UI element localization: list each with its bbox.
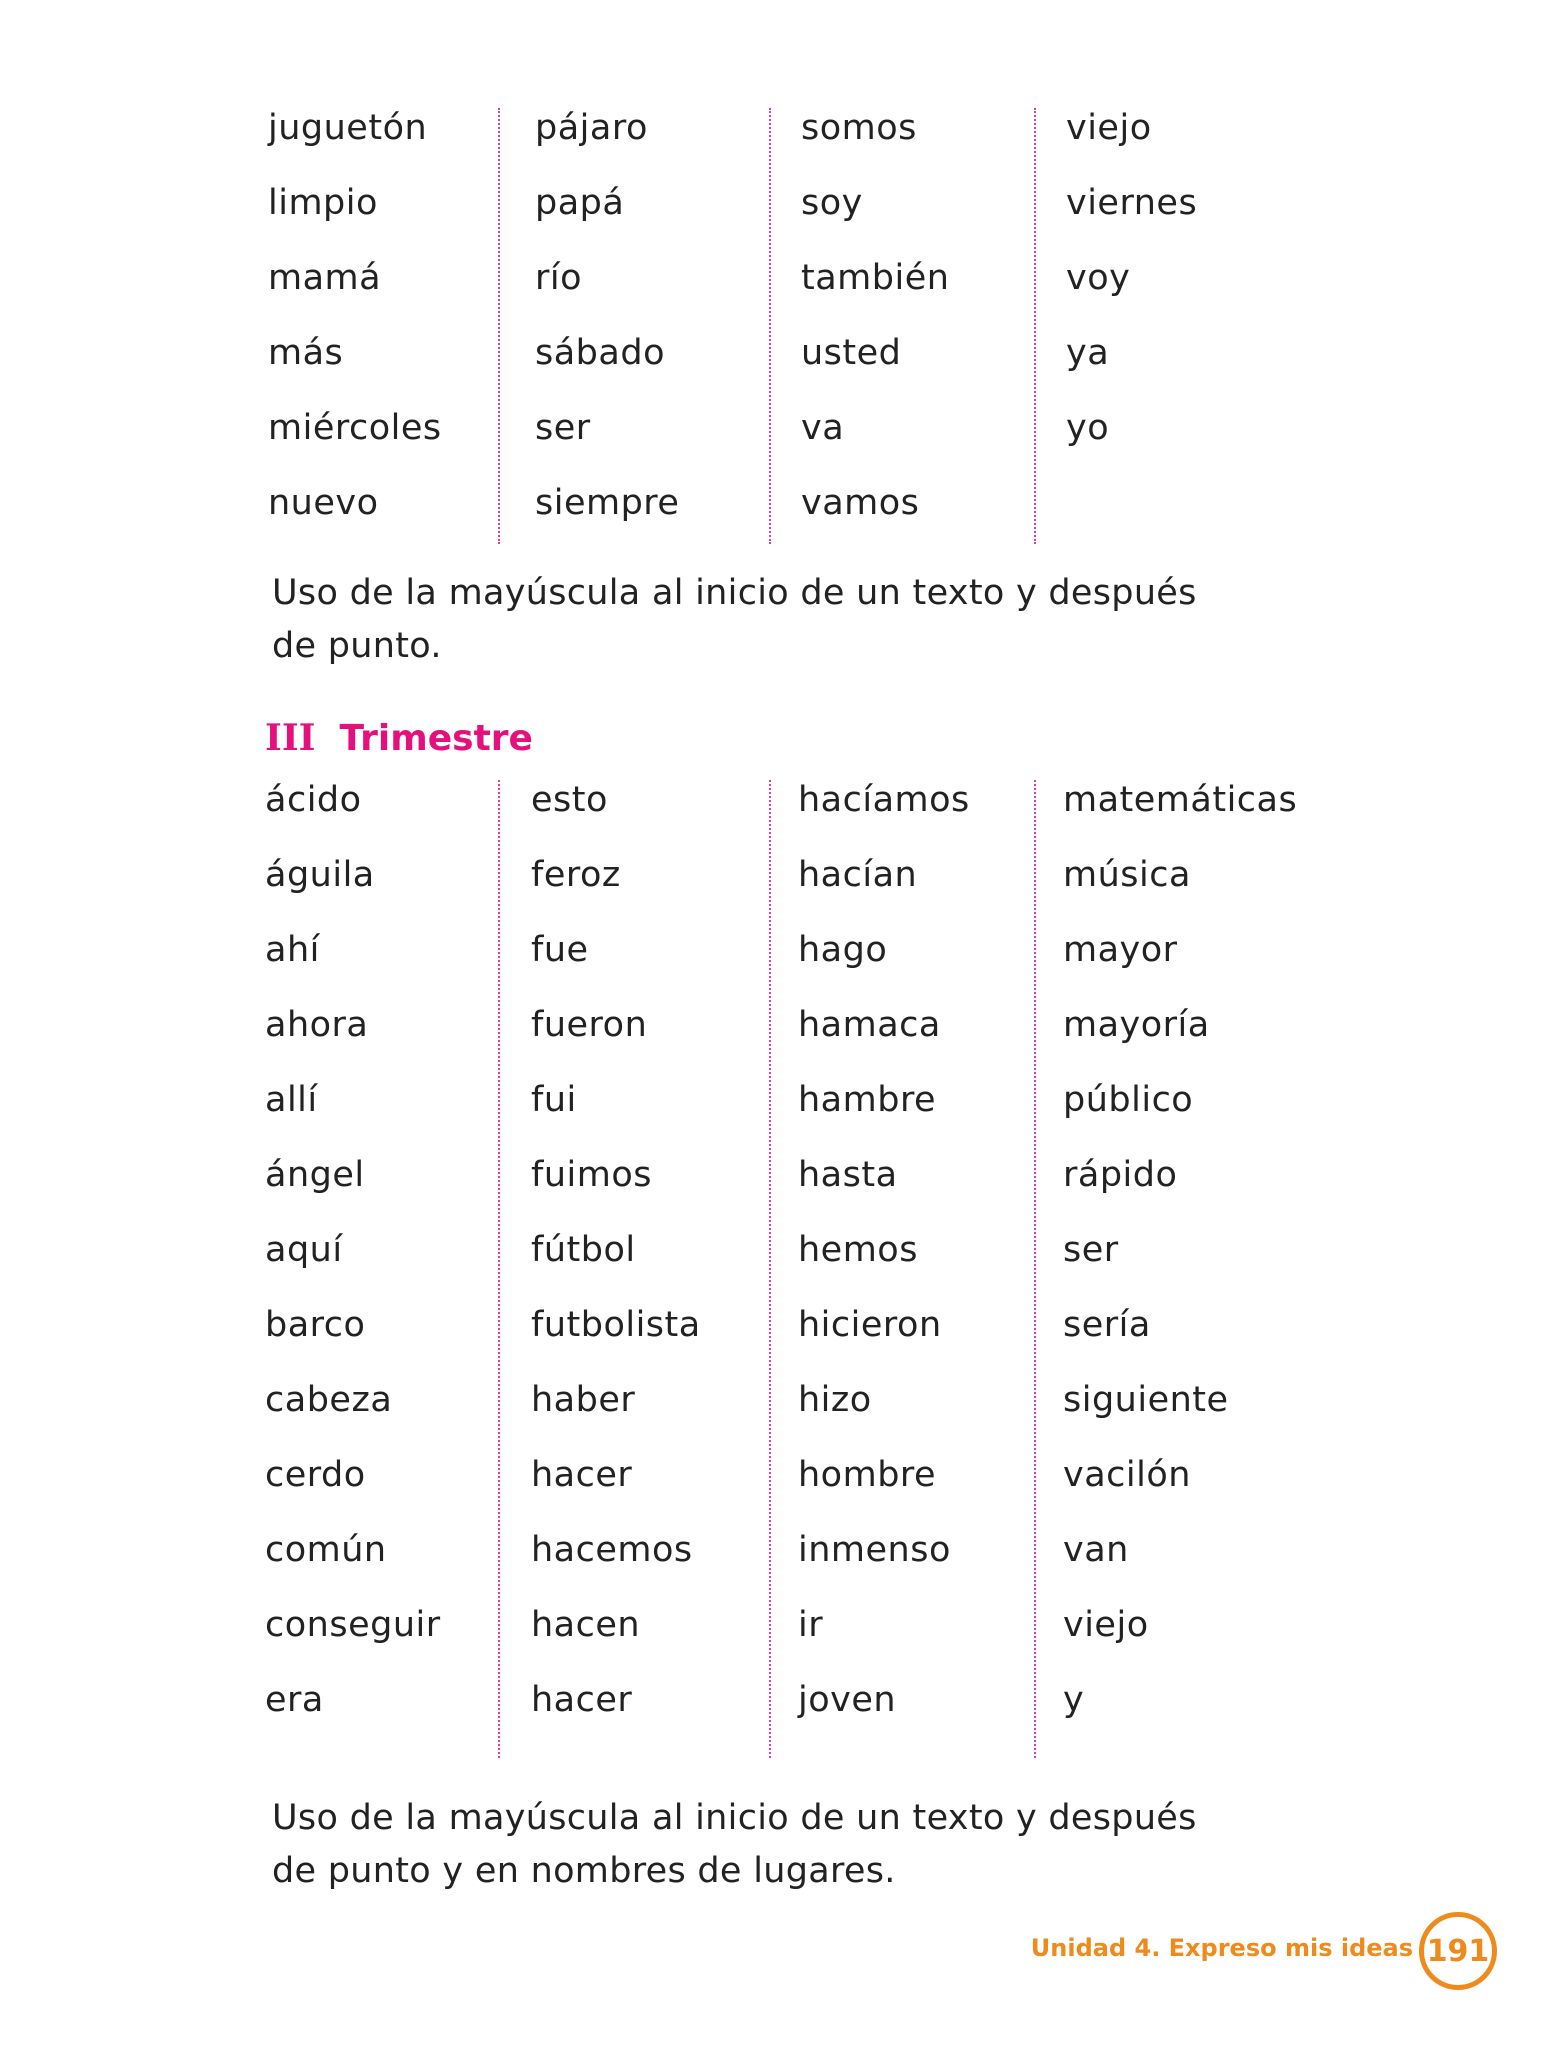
word-column-3	[769, 108, 1036, 544]
word: música	[1063, 855, 1191, 895]
word: fuimos	[531, 1155, 652, 1195]
word: juguetón	[268, 108, 428, 148]
word: rápido	[1063, 1155, 1178, 1195]
word: era	[265, 1680, 324, 1720]
word-column-2	[498, 780, 771, 1758]
word: hizo	[798, 1380, 872, 1420]
word: sería	[1063, 1305, 1151, 1345]
word-column-4	[1034, 780, 1336, 1758]
word: haber	[531, 1380, 636, 1420]
word: hacemos	[531, 1530, 693, 1570]
word: sábado	[535, 333, 665, 373]
word: hacíamos	[798, 780, 970, 820]
word-column-1	[265, 780, 498, 1758]
word: voy	[1066, 258, 1131, 298]
word: hacen	[531, 1605, 641, 1645]
word: hombre	[798, 1455, 937, 1495]
word: matemáticas	[1063, 780, 1298, 820]
word: pájaro	[535, 108, 648, 148]
note-line: de punto y en nombres de lugares.	[272, 1851, 896, 1891]
word-column-4	[1034, 108, 1316, 544]
word: fui	[531, 1080, 577, 1120]
heading-roman-numeral: III	[265, 717, 316, 759]
word: vacilón	[1063, 1455, 1191, 1495]
word: viernes	[1066, 183, 1198, 223]
word: papá	[535, 183, 625, 223]
word: siempre	[535, 483, 680, 523]
word: nuevo	[268, 483, 379, 523]
word: fue	[531, 930, 589, 970]
section-2-note	[272, 1792, 1272, 1898]
note-line: Uso de la mayúscula al inicio de un texto y después	[272, 573, 1197, 613]
word: barco	[265, 1305, 366, 1345]
word: ácido	[265, 780, 362, 820]
word: conseguir	[265, 1605, 441, 1645]
word: hemos	[798, 1230, 918, 1270]
word: van	[1063, 1530, 1129, 1570]
heading-title: Trimestre	[339, 718, 533, 759]
section-1-note	[272, 567, 1272, 673]
word: fueron	[531, 1005, 648, 1045]
word: hago	[798, 930, 888, 970]
word: allí	[265, 1080, 318, 1120]
word: mayoría	[1063, 1005, 1210, 1045]
word: hasta	[798, 1155, 898, 1195]
word: ser	[1063, 1230, 1119, 1270]
word: río	[535, 258, 583, 298]
word: inmenso	[798, 1530, 951, 1570]
word: cerdo	[265, 1455, 366, 1495]
word: joven	[798, 1680, 897, 1720]
word: hacer	[531, 1455, 633, 1495]
note-line: Uso de la mayúscula al inicio de un texto y después	[272, 1798, 1197, 1838]
word: mayor	[1063, 930, 1178, 970]
section-heading	[265, 716, 533, 761]
page-number: 191	[1419, 1912, 1497, 1990]
word: fútbol	[531, 1230, 636, 1270]
word: mamá	[268, 258, 382, 298]
word: siguiente	[1063, 1380, 1229, 1420]
word: vamos	[801, 483, 920, 523]
word: ahí	[265, 930, 320, 970]
word: esto	[531, 780, 608, 820]
word: hicieron	[798, 1305, 942, 1345]
word: miércoles	[268, 408, 442, 448]
word: soy	[801, 183, 863, 223]
unit-label: Unidad 4. Expreso mis ideas	[1030, 1934, 1413, 1962]
word: común	[265, 1530, 387, 1570]
word: también	[801, 258, 950, 298]
word: viejo	[1063, 1605, 1149, 1645]
word: ser	[535, 408, 591, 448]
word: hambre	[798, 1080, 937, 1120]
word: yo	[1066, 408, 1110, 448]
word: usted	[801, 333, 902, 373]
word: futbolista	[531, 1305, 701, 1345]
word-column-1	[268, 108, 498, 544]
word: hacían	[798, 855, 918, 895]
word: hacer	[531, 1680, 633, 1720]
word: cabeza	[265, 1380, 393, 1420]
word: ángel	[265, 1155, 365, 1195]
word: somos	[801, 108, 917, 148]
word: público	[1063, 1080, 1194, 1120]
word-column-3	[769, 780, 1036, 1758]
note-line: de punto.	[272, 626, 442, 666]
word: águila	[265, 855, 375, 895]
word: aquí	[265, 1230, 343, 1270]
word: feroz	[531, 855, 621, 895]
word: ahora	[265, 1005, 369, 1045]
word: más	[268, 333, 344, 373]
word: va	[801, 408, 845, 448]
word: y	[1063, 1680, 1085, 1720]
word: ir	[798, 1605, 824, 1645]
word: viejo	[1066, 108, 1152, 148]
word-column-2	[498, 108, 770, 544]
word: hamaca	[798, 1005, 941, 1045]
word: limpio	[268, 183, 378, 223]
word: ya	[1066, 333, 1110, 373]
